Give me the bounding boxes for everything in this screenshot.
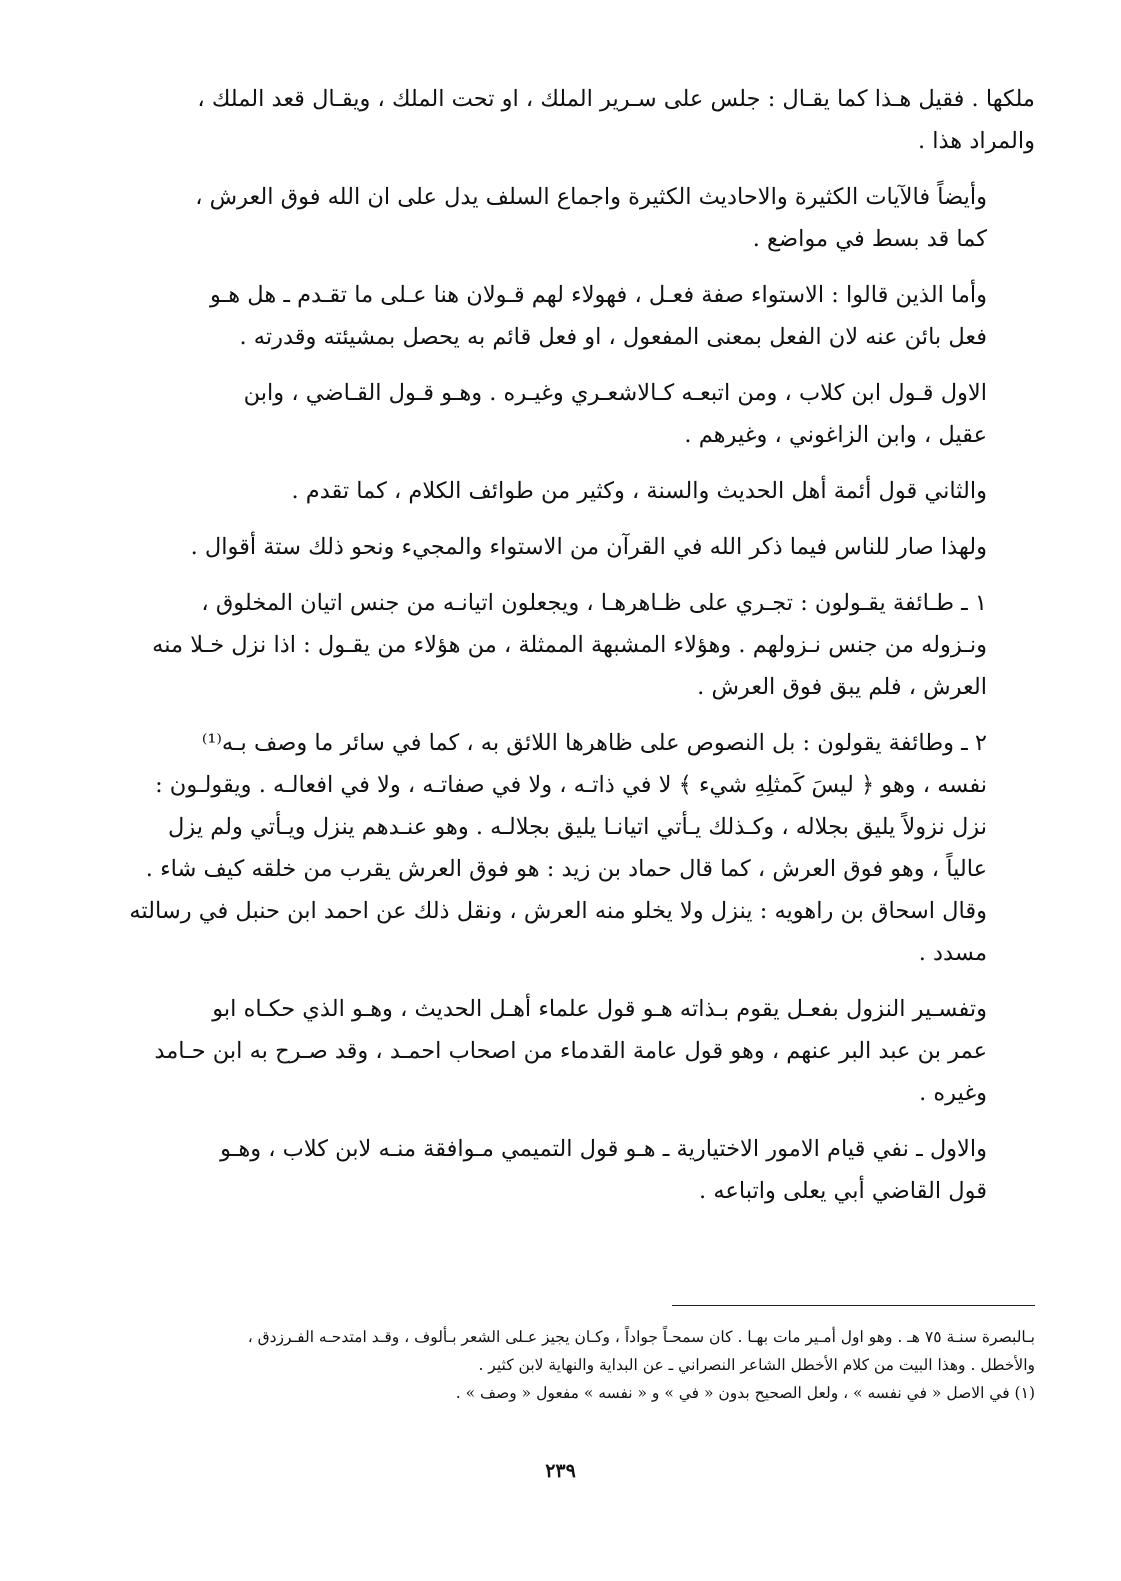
text-line: ولهذا صار للناس فيما ذكر الله في القرآن من الاستواء والمجيء ونحو ذلك ستة أقوال . [190, 534, 987, 560]
text-line: ونـزوله من جنس نـزولهم . وهؤلاء المشبهة الممثلة ، من هؤلاء من يقـول : اذا نزل خـلا منه [152, 632, 987, 658]
paragraph [80, 274, 1035, 358]
text-line: عقيل ، وابن الزاغوني ، وغيرهم . [684, 422, 987, 448]
text-line: قول القاضي أبي يعلى واتباعه . [699, 1178, 987, 1204]
paragraph [80, 988, 1035, 1114]
footnote-line: بـالبصرة سنـة ٧٥ هـ . وهو اول أمـير مات بهـا . كان سمحـاً جواداً ، وكـان يجيز عـلى الشعر بـألوف ، وقـد امتدحـه الفـرزدق ، [247, 1328, 1035, 1346]
paragraph [80, 470, 1035, 512]
text-line: وقال اسحاق بن راهويه : ينزل ولا يخلو منه العرش ، ونقل ذلك عن احمد ابن حنبل في رسالته [129, 898, 987, 924]
text-line: عمر بن عبد البر عنهم ، وهو قول عامة القدماء من اصحاب احمـد ، وقد صـرح به ابن حـامد [154, 1038, 987, 1064]
text-line: وغيره . [919, 1080, 987, 1106]
text-line: الاول قـول ابن كلاب ، ومن اتبعـه كـالاشعـري وغيـره . وهـو قـول القـاضي ، وابن [243, 380, 987, 406]
text-line: وأما الذين قالوا : الاستواء صفة فعـل ، فهولاء لهم قـولان هنا عـلى ما تقـدم ـ هل هـو [210, 282, 987, 308]
page-number: ٢٣٩ [545, 1460, 576, 1482]
paragraph [80, 372, 1035, 456]
text-line: وأيضاً فالآيات الكثيرة والاحاديث الكثيرة واجماع السلف يدل على ان الله فوق العرش ، [195, 184, 987, 210]
paragraph [80, 176, 1035, 260]
footnote-line: (١) في الاصل « في نفسه » ، ولعل الصحيح بدون « في » و « نفسه » مفعول « وصف » . [455, 1384, 1035, 1402]
text-line: نزل نزولاً يليق بجلاله ، وكـذلك يـأتي اتيانـا يليق بجلالـه . وهو عنـدهم ينزل ويـأتي ولم يزل [168, 814, 987, 840]
text-line: ١ ـ طـائفة يقـولون : تجـري على ظـاهرهـا ، ويجعلون اتيانـه من جنس اتيان المخلوق ، [201, 590, 987, 616]
text-line: والاول ـ نفي قيام الامور الاختيارية ـ هـو قول التميمي مـوافقة منـه لابن كلاب ، وهـو [220, 1136, 987, 1162]
text-line: وتفسـير النزول بفعـل يقوم بـذاته هـو قول علماء أهـل الحديث ، وهـو الذي حكـاه ابو [212, 996, 987, 1022]
paragraph [80, 582, 1035, 708]
text-line: ملكها . فقيل هـذا كما يقـال : جلس على سـرير الملك ، او تحت الملك ، ويقـال قعد الملك ، [197, 86, 1035, 112]
text-line: ٢ ـ وطائفة يقولون : بل النصوص على ظاهرها اللائق به ، كما في سائر ما وصف بـه⁽¹⁾ [201, 730, 987, 756]
paragraph [80, 722, 1035, 974]
text-line: مسدد . [918, 940, 987, 966]
footnotes [80, 1323, 1035, 1407]
text-line: كما قد بسط في مواضع . [752, 226, 987, 252]
text-line: والمراد هذا . [917, 128, 1035, 154]
text-line: والثاني قول أئمة أهل الحديث والسنة ، وكثير من طوائف الكلام ، كما تقدم . [291, 478, 987, 504]
paragraph [80, 78, 1035, 162]
paragraph [80, 1128, 1035, 1212]
text-line: نفسه ، وهو ﴿ ليسَ كَمثلِهِ شيء ﴾ لا في ذاتـه ، ولا في صفاتـه ، ولا في افعالـه . ويقولـون : [155, 772, 987, 798]
text-line: فعل بائن عنه لان الفعل بمعنى المفعول ، او فعل قائم به يحصل بمشيئته وقدرته . [239, 324, 987, 350]
paragraph [80, 526, 1035, 568]
text-line: عالياً ، وهو فوق العرش ، كما قال حماد بن زيد : هو فوق العرش يقرب من خلقه كيف شاء . [145, 856, 987, 882]
footnote-separator [672, 1305, 1035, 1306]
text-line: العرش ، فلم يبق فوق العرش . [697, 674, 987, 700]
footnote-line: والأخطل . وهذا البيت من كلام الأخطل الشاعر النصراني ـ عن البداية والنهاية لابن كثير . [478, 1356, 1035, 1374]
main-text [80, 78, 1035, 1226]
